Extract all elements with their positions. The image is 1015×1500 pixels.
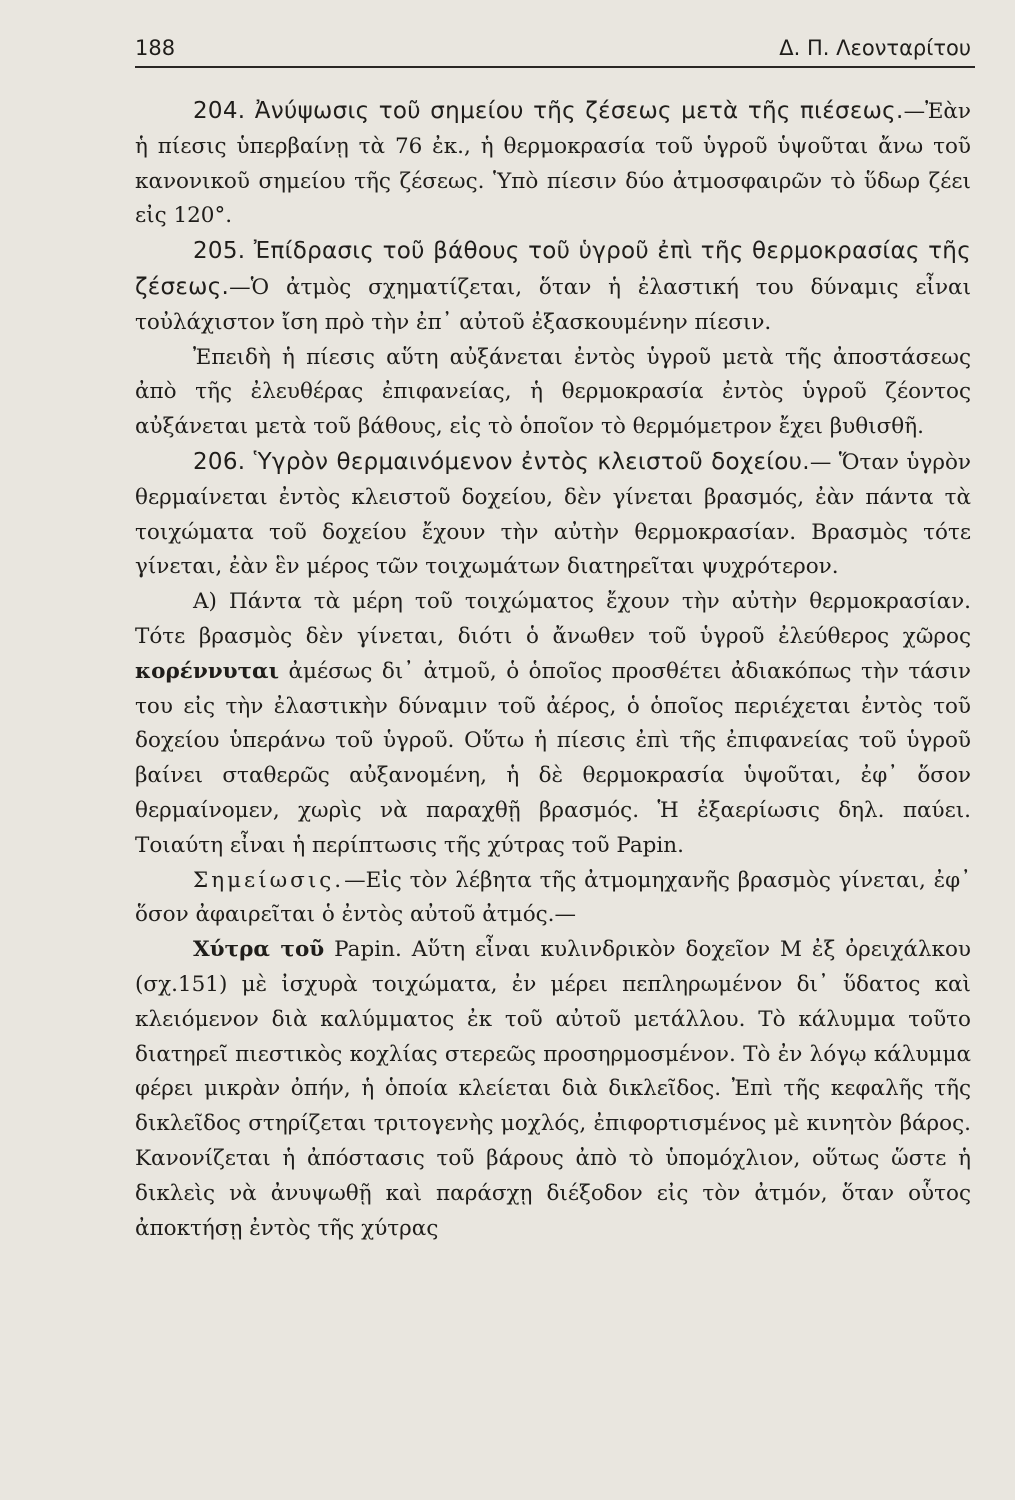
- section-204-title: 204. Ἀνύψωσις τοῦ σημείου τῆς ζέσεως μετὰ τῆς πιέσεως.: [193, 98, 904, 124]
- case-a-text-1: Α) Πάντα τὰ μέρη τοῦ τοιχώματος ἔχουν τὴν αὐτὴν θερμοκρασίαν. Τότε βρασμὸς δὲν γίνεται, διότι ὁ ἄνωθεν τοῦ ὑγροῦ ἐλεύθερος χῶρος: [135, 589, 971, 649]
- author-name: Δ. Π. Λεονταρίτου: [779, 36, 971, 60]
- running-header: [135, 22, 971, 60]
- page-number: 188: [135, 36, 176, 60]
- note-label: Σημείωσις.: [193, 867, 345, 893]
- section-205: [135, 234, 971, 340]
- section-205-paragraph-2: Ἐπειδὴ ἡ πίεσις αὕτη αὐξάνεται ἐντὸς ὑγροῦ μετὰ τῆς ἀποστάσεως ἀπὸ τῆς ἐλευθέρας ἐπιφανείας, ἡ θερμοκρασία ἐντὸς ὑγροῦ ζέοντος αὐξάνεται μετὰ τοῦ βάθους, εἰς τὸ ὁποῖον τὸ θερμόμετρον ἔχει βυθισθῆ.: [135, 344, 971, 440]
- section-206: [135, 445, 971, 585]
- section-205-title: 205. Ἐπίδρασις τοῦ βάθους τοῦ ὑγροῦ ἐπὶ τῆς θερμοκρασίας τῆς ζέσεως.: [135, 238, 971, 300]
- papin-text: Papin. Αὕτη εἶναι κυλινδρικὸν δοχεῖον Μ ἐξ ὀρειχάλκου (σχ.151) μὲ ἰσχυρὰ τοιχώματα, ἐν μέρει πεπληρωμένον δι᾿ ὕδατος καὶ κλειόμενον διὰ καλύμματος ἐκ τοῦ αὐτοῦ μετάλλου. Τὸ κάλυμμα τοῦτο διατηρεῖ πιεστικὸς κοχλίας στερεῶς προσηρμοσμένον. Τὸ ἐν λόγῳ κάλυμμα φέρει μικρὰν ὀπήν, ἡ ὁποία κλείεται διὰ δικλεῖδος. Ἐπὶ τῆς κεφαλῆς τῆς δικλεῖδος στηρίζεται τριτογενὴς μοχλός, ἐπιφορτισμένος μὲ κινητὸν βάρος. Κανονίζεται ἡ ἀπόστασις τοῦ βάρους ἀπὸ τὸ ὑπομόχλιον, οὕτως ὥστε ἡ δικλεὶς νὰ ἀνυψωθῇ καὶ παράσχῃ διέξοδον εἰς τὸν ἀτμόν, ὅταν οὗτος ἀποκτήσῃ ἐντὸς τῆς χύτρας: [135, 937, 971, 1241]
- section-205-text: —Ὁ ἀτμὸς σχηματίζεται, ὅταν ἡ ἐλαστική του δύναμις εἶναι τοὐλάχιστον ἴση πρὸ τὴν ἐπ᾿ αὐτοῦ ἐξασκουμένην πίεσιν.: [135, 274, 971, 335]
- section-206-note: [135, 864, 971, 934]
- body-text: [135, 94, 971, 1246]
- section-204-text: —Ἐὰν ἡ πίεσις ὑπερβαίνῃ τὰ 76 ἐκ., ἡ θερμοκρασία τοῦ ὑγροῦ ὑψοῦται ἄνω τοῦ κανονικοῦ σημείου τῆς ζέσεως. Ὑπὸ πίεσιν δύο ἀτμοσφαιρῶν τὸ ὕδωρ ζέει εἰς 120°.: [135, 99, 971, 229]
- section-206-text: — Ὅταν ὑγρὸν θερμαίνεται ἐντὸς κλειστοῦ δοχείου, δὲν γίνεται βρασμός, ἐὰν πάντα τὰ τοιχώματα τοῦ δοχείου ἔχουν τὴν αὐτὴν θερμοκρασίαν. Βρασμὸς τότε γίνεται, ἐὰν ἓν μέρος τῶν τοιχωμάτων διατηρεῖται ψυχρότερον.: [135, 449, 971, 580]
- header-rule: [135, 66, 975, 68]
- note-text: —Εἰς τὸν λέβητα τῆς ἀτμομηχανῆς βρασμὸς γίνεται, ἐφ᾿ ὅσον ἀφαιρεῖται ὁ ἐντὸς αὐτοῦ ἀτμός.—: [135, 867, 971, 928]
- section-206-title: 206. Ὑγρὸν θερμαινόμενον ἐντὸς κλειστοῦ δοχείου.: [193, 448, 810, 475]
- section-204: [135, 94, 971, 234]
- papin-title: Χύτρα τοῦ: [193, 937, 325, 963]
- case-a-bold-term: κορέννυται: [135, 658, 279, 684]
- section-206-case-a: [135, 585, 971, 863]
- case-a-text-2: ἀμέσως δι᾿ ἀτμοῦ, ὁ ὁποῖος προσθέτει ἀδιακόπως τὴν τάσιν του εἰς τὴν ἐλαστικὴν δύναμιν τοῦ ἀέρος, ὁ ὁποῖος περιέχεται ἐντὸς τοῦ δοχείου ὑπεράνω τοῦ ὑγροῦ. Οὕτω ἡ πίεσις ἐπὶ τῆς ἐπιφανείας τοῦ ὑγροῦ βαίνει σταθερῶς αὐξανομένη, ἡ δὲ θερμοκρασία ὑψοῦται, ἐφ᾿ ὅσον θερμαίνομεν, χωρὶς νὰ παραχθῇ βρασμός. Ἡ ἐξαερίωσις δηλ. παύει. Τοιαύτη εἶναι ἡ περίπτωσις τῆς χύτρας τοῦ Papin.: [135, 658, 971, 858]
- papin-pot-paragraph: [135, 933, 971, 1246]
